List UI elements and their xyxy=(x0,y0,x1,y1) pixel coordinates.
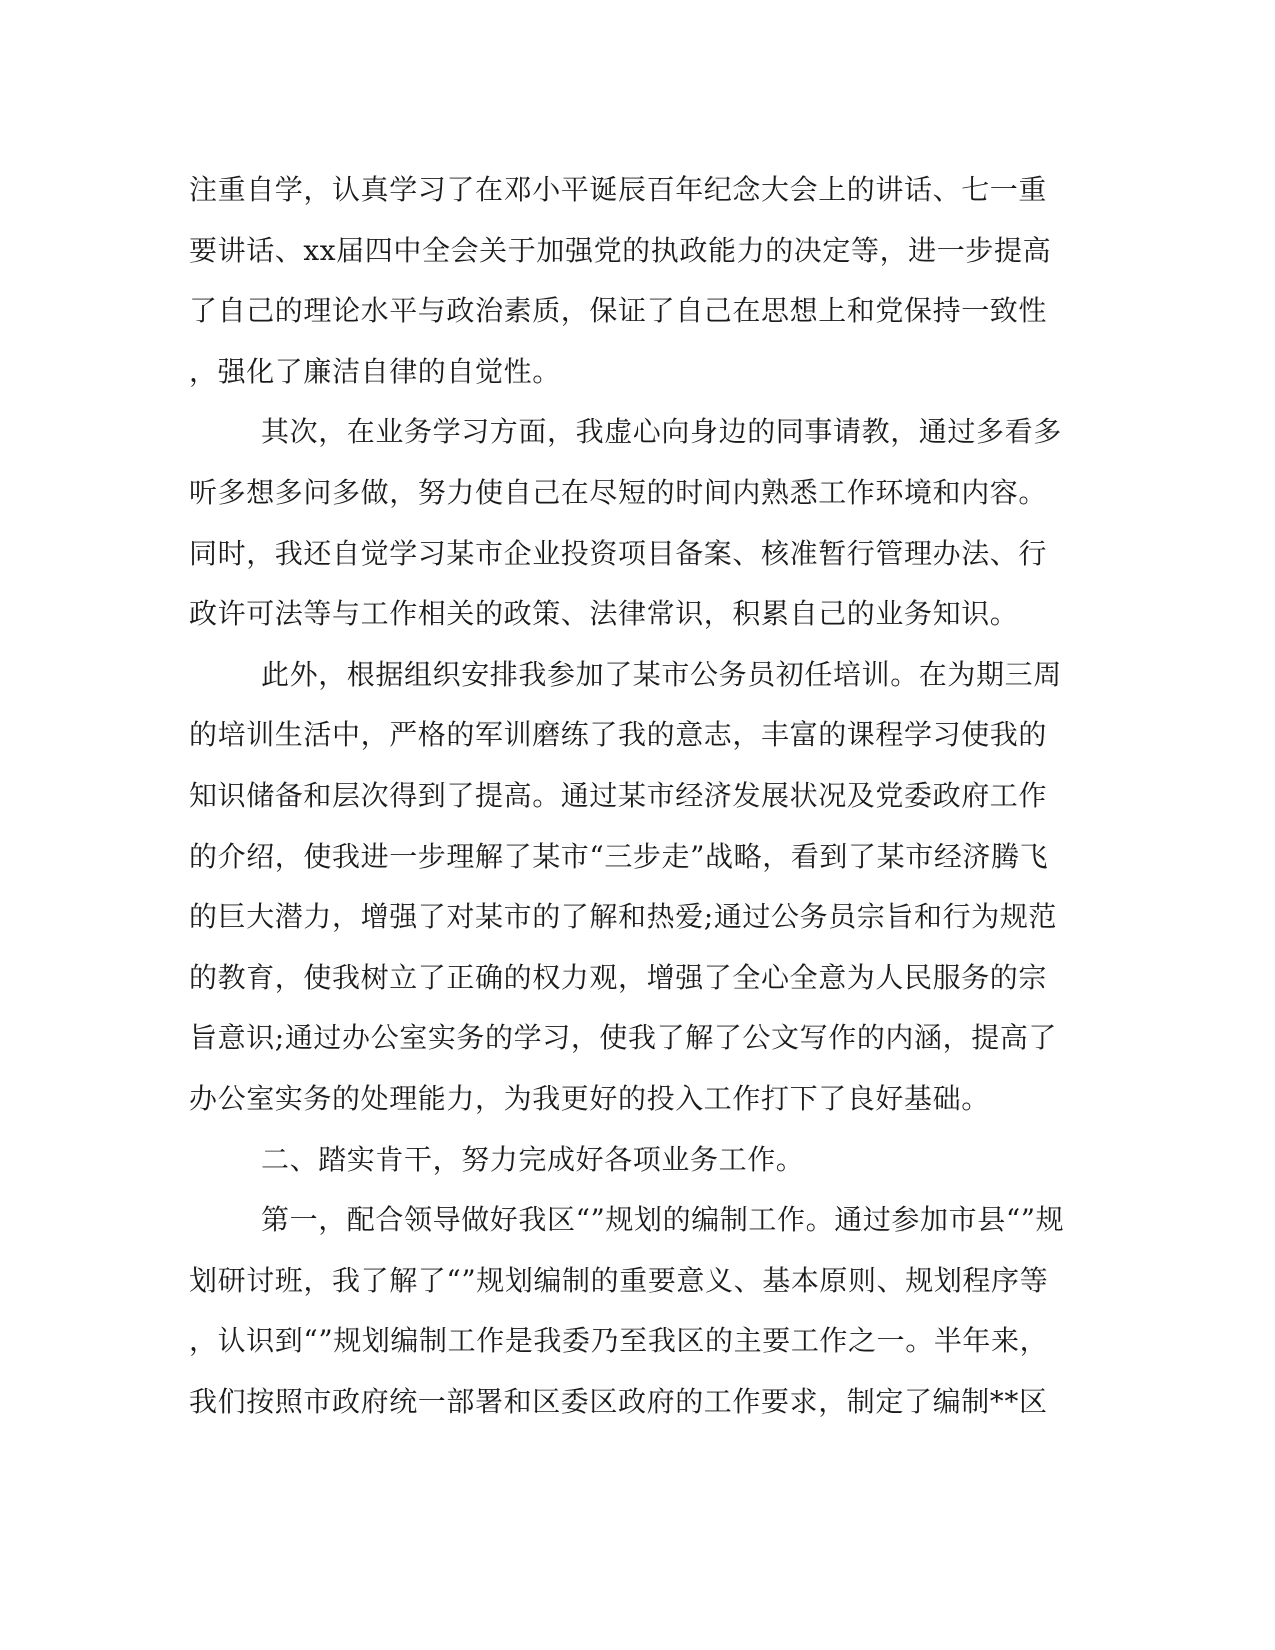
text-line: 的介绍，使我进一步理解了某市“三步走”战略，看到了某市经济腾飞 xyxy=(189,839,1049,873)
text-line: 要讲话、xx届四中全会关于加强党的执政能力的决定等，进一步提高 xyxy=(189,233,1052,267)
document-body xyxy=(189,160,1089,1432)
text-line: 了自己的理论水平与政治素质，保证了自己在思想上和党保持一致性 xyxy=(189,294,1048,328)
text-line: 政许可法等与工作相关的政策、法律常识，积累自己的业务知识。 xyxy=(189,597,1019,631)
paragraph-start-line: 第一，配合领导做好我区“”规划的编制工作。通过参加市县“”规 xyxy=(261,1203,1065,1237)
text-line: ，强化了廉洁自律的自觉性。 xyxy=(189,354,561,388)
text-line: 办公室实务的处理能力，为我更好的投入工作打下了良好基础。 xyxy=(189,1081,990,1115)
text-line: 听多想多问多做，努力使自己在尽短的时间内熟悉工作环境和内容。 xyxy=(189,475,1048,509)
text-line: 划研讨班，我了解了“”规划编制的重要意义、基本原则、规划程序等 xyxy=(189,1263,1049,1297)
text-line: 注重自学，认真学习了在邓小平诞辰百年纪念大会上的讲话、七一重 xyxy=(189,173,1048,206)
text-line: 的巨大潜力，增强了对某市的了解和热爱;通过公务员宗旨和行为规范 xyxy=(189,900,1058,934)
text-line: 的培训生活中，严格的军训磨练了我的意志，丰富的课程学习使我的 xyxy=(189,718,1048,752)
text-line: 同时，我还自觉学习某市企业投资项目备案、核准暂行管理办法、行 xyxy=(189,536,1048,570)
paragraph-start-line: 此外，根据组织安排我参加了某市公务员初任培训。在为期三周 xyxy=(261,657,1062,691)
text-line: 旨意识;通过办公室实务的学习，使我了解了公文写作的内涵，提高了 xyxy=(189,1021,1058,1055)
text-line: ，认识到“”规划编制工作是我委乃至我区的主要工作之一。半年来， xyxy=(189,1324,1049,1358)
text-line: 知识储备和层次得到了提高。通过某市经济发展状况及党委政府工作 xyxy=(189,778,1048,812)
section-heading: 二、踏实肯干，努力完成好各项业务工作。 xyxy=(261,1142,805,1176)
text-line: 我们按照市政府统一部署和区委区政府的工作要求，制定了编制**区 xyxy=(189,1384,1048,1418)
paragraph-start-line: 其次，在业务学习方面，我虚心向身边的同事请教，通过多看多 xyxy=(261,415,1062,449)
text-line: 的教育，使我树立了正确的权力观，增强了全心全意为人民服务的宗 xyxy=(189,960,1048,994)
